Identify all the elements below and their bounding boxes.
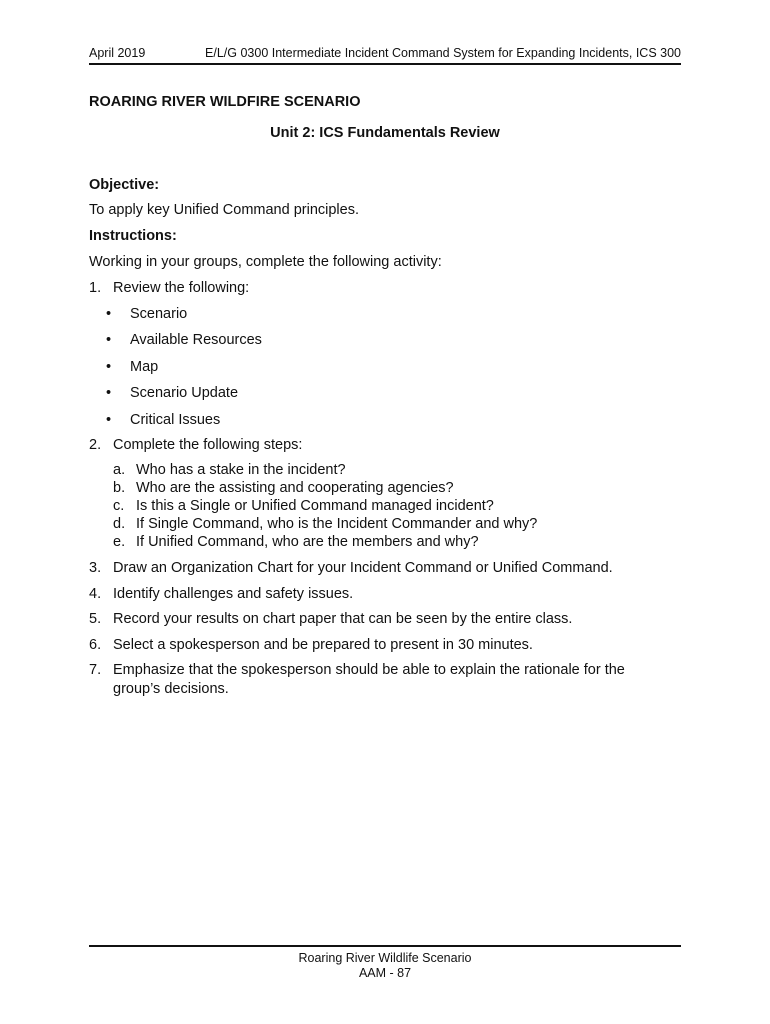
bullet-item: Scenario Update	[130, 385, 239, 401]
step-text-continued: group’s decisions.	[113, 681, 229, 697]
objective-label: Objective:	[89, 177, 160, 193]
step-text: Select a spokesperson and be prepared to present in 30 minutes.	[113, 637, 533, 653]
step-number: 3.	[89, 560, 102, 576]
sub-letter: b.	[113, 480, 126, 496]
page-number: AAM - 87	[358, 966, 412, 980]
footer-title: Roaring River Wildlife Scenario	[298, 951, 472, 965]
instructions-label: Instructions:	[89, 228, 177, 244]
bullet-icon: •	[106, 412, 112, 428]
step-text: Emphasize that the spokesperson should be able to explain the rationale for the	[113, 662, 625, 678]
step-number: 7.	[89, 662, 102, 678]
bullet-item: Available Resources	[130, 332, 262, 348]
step-text: Identify challenges and safety issues.	[113, 586, 354, 602]
step-number: 1.	[89, 280, 102, 296]
sub-item: If Single Command, who is the Incident Commander and why?	[136, 516, 538, 532]
document-title: ROARING RIVER WILDFIRE SCENARIO	[89, 94, 361, 110]
page-header	[89, 46, 681, 60]
bullet-item: Scenario	[130, 306, 188, 322]
step-number: 2.	[89, 437, 102, 453]
step-number: 4.	[89, 586, 102, 602]
sub-letter: e.	[113, 534, 126, 550]
sub-letter: a.	[113, 462, 126, 478]
step-text: Review the following:	[113, 280, 250, 296]
bullet-icon: •	[106, 306, 112, 322]
step-number: 5.	[89, 611, 102, 627]
objective-text: To apply key Unified Command principles.	[89, 202, 359, 218]
sub-item: Who has a stake in the incident?	[136, 462, 346, 478]
bullet-item: Critical Issues	[130, 412, 221, 428]
header-course: E/L/G 0300 Intermediate Incident Command System for Expanding Incidents, ICS 300	[205, 46, 681, 60]
bullet-item: Map	[130, 359, 159, 375]
step-number: 6.	[89, 637, 102, 653]
sub-item: Who are the assisting and cooperating agencies?	[136, 480, 454, 496]
instructions-intro: Working in your groups, complete the following activity:	[89, 254, 442, 270]
header-rule	[89, 63, 681, 65]
bullet-icon: •	[106, 332, 112, 348]
step-text: Record your results on chart paper that can be seen by the entire class.	[113, 611, 573, 627]
step-text: Draw an Organization Chart for your Incident Command or Unified Command.	[113, 560, 613, 576]
sub-letter: c.	[113, 498, 125, 514]
unit-title: Unit 2: ICS Fundamentals Review	[270, 125, 500, 141]
header-date: April 2019	[89, 46, 146, 60]
bullet-icon: •	[106, 385, 112, 401]
sub-item: Is this a Single or Unified Command managed incident?	[136, 498, 494, 514]
sub-item: If Unified Command, who are the members and why?	[136, 534, 479, 550]
footer-rule	[89, 945, 681, 947]
bullet-icon: •	[106, 359, 112, 375]
sub-letter: d.	[113, 516, 126, 532]
step-text: Complete the following steps:	[113, 437, 303, 453]
